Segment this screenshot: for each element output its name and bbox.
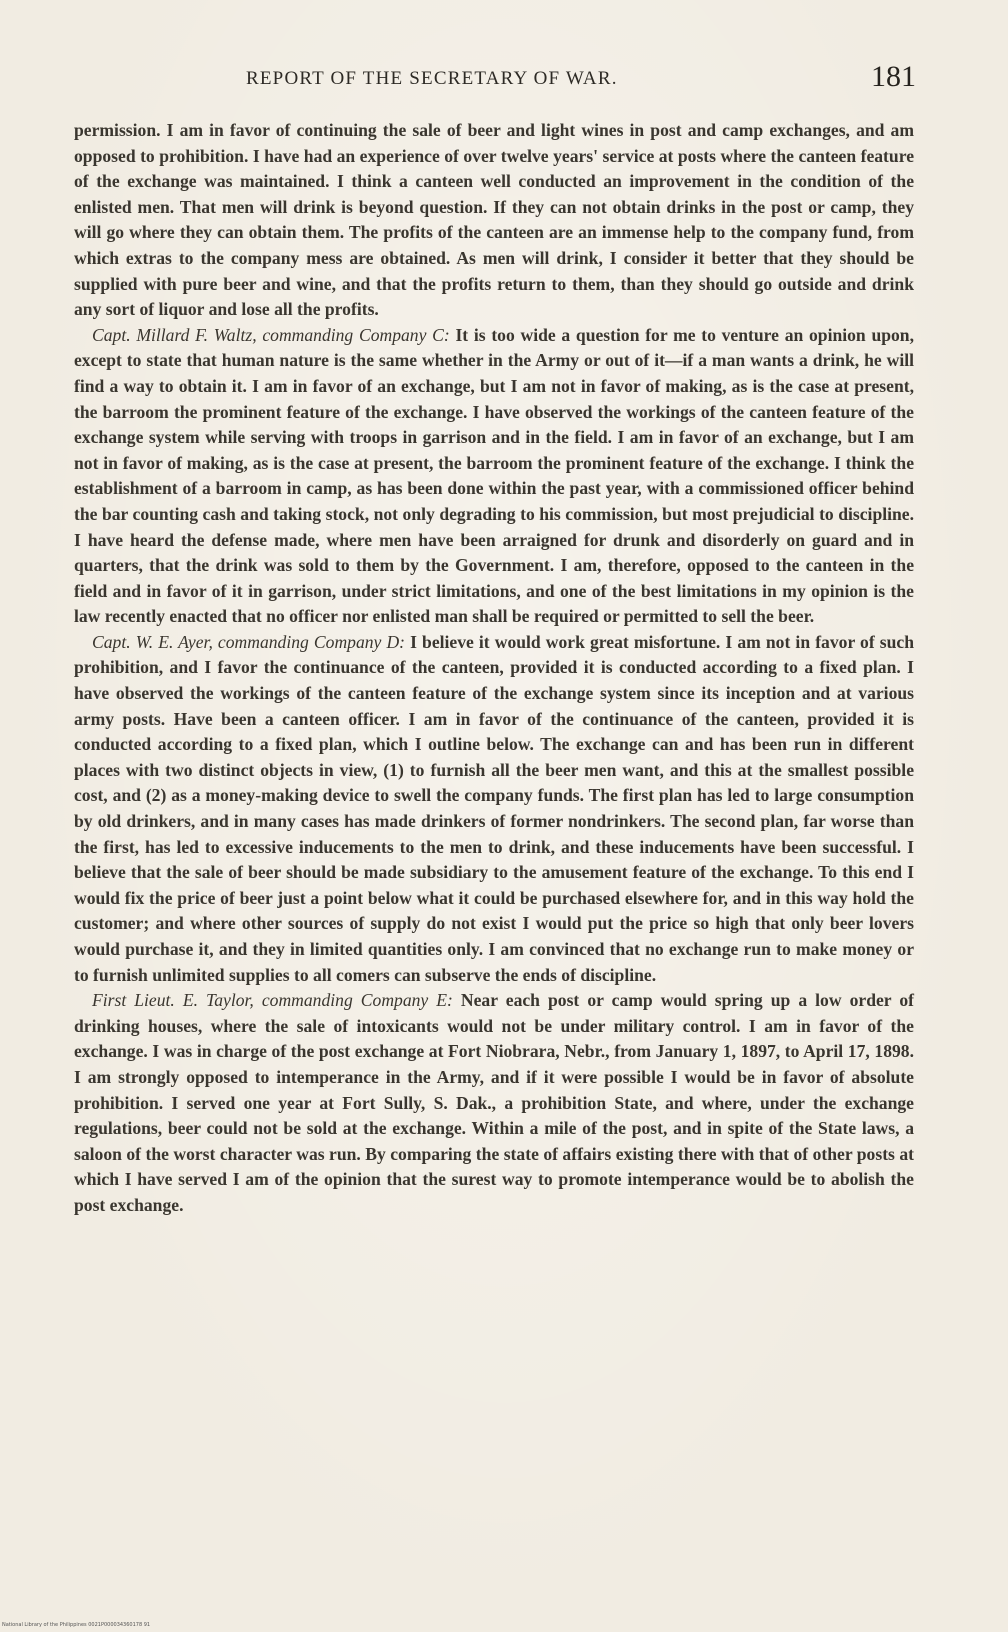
speaker-name: First Lieut. E. Taylor, commanding Company E: (92, 990, 453, 1011)
paragraph (74, 323, 914, 630)
paragraph-text: I believe it would work great misfortune. I am not in favor of such prohibition, and I favor the continuance of the canteen, provided it is conducted according to a fixed plan. I have observed the workings of the canteen feature of the exchange system since its inception and at various army posts. Have been a canteen officer. I am in favor of the continuance of the canteen, provided it is conducted according to a fixed plan, which I outline below. The exchange can and has been run in different places with two distinct objects in view, (1) to furnish all the beer men want, and this at the smallest possible cost, and (2) as a money-making device to swell the company funds. The first plan has led to large consumption by old drinkers, and in many cases has made drinkers of former nondrinkers. The second plan, far worse than the first, has led to excessive inducements to the men to drink, and these inducements have been successful. I believe that the sale of beer should be made subsidiary to the amusement feature of the exchange. To this end I would fix the price of beer just a point below what it could be purchased elsewhere for, and in this way hold the customer; and where other sources of supply do not exist I would put the price so high that only beer lovers would purchase it, and they in limited quantities only. I am convinced that no exchange run to make money or to furnish unlimited supplies to all comers can subserve the ends of discipline. (74, 631, 914, 985)
paragraph-text: permission. I am in favor of continuing the sale of beer and light wines in post and camp exchanges, and am opposed to prohibition. I have had an experience of over twelve years' service at posts where the canteen feature of the exchange was maintained. I think a canteen well conducted an improvement in the condition of the enlisted men. That men will drink is beyond question. If they can not obtain drinks in the post or camp, they will go where they can obtain them. The profits of the canteen are an immense help to the company fund, from which extras to the company mess are obtained. As men will drink, I consider it better that they should be supplied with pure beer and wine, and that the profits return to them, than they should go outside and drink any sort of liquor and lose all the profits. (74, 120, 914, 320)
paragraph-text: It is too wide a question for me to venture an opinion upon, except to state that human nature is the same whether in the Army or out of it—if a man wants a drink, he will find a way to obtain it. I am in favor of an exchange, but I am not in favor of making, as is the case at present, the barroom the prominent feature of the exchange. I have observed the workings of the canteen feature of the exchange system while serving with troops in garrison and in the field. I am in favor of an exchange, but I am not in favor of making, as is the case at present, the barroom the prominent feature of the exchange. I think the establishment of a barroom in camp, as has been done within the past year, with a commissioned officer behind the bar counting cash and taking stock, not only degrading to his commission, but most prejudicial to discipline. I have heard the defense made, where men have been arraigned for drunk and disorderly on guard and in quarters, that the drink was sold to them by the Government. I am, therefore, opposed to the canteen in the field and in favor of it in garrison, under strict limitations, and one of the best limitations in my opinion is the law recently enacted that no officer nor enlisted man shall be required or permitted to sell the beer. (74, 324, 914, 627)
paragraph-text: Near each post or camp would spring up a low order of drinking houses, where the sale of intoxicants would not be under military control. I am in favor of the exchange. I was in charge of the post exchange at Fort Niobrara, Nebr., from January 1, 1897, to April 17, 1898. I am strongly opposed to intemperance in the Army, and if it were possible I would be in favor of absolute prohibition. I served one year at Fort Sully, S. Dak., a prohibition State, and where, under the exchange regulations, beer could not be sold at the exchange. Within a mile of the post, and in spite of the State laws, a saloon of the worst character was run. By comparing the state of affairs existing there with that of other posts at which I have served I am of the opinion that the surest way to promote intemperance would be to abolish the post exchange. (74, 990, 914, 1215)
paragraph (74, 988, 914, 1218)
speaker-name: Capt. Millard F. Waltz, commanding Company C: (92, 324, 450, 345)
speaker-name: Capt. W. E. Ayer, commanding Company D: (92, 631, 406, 652)
scan-identifier: National Library of the Philippines 0021P000034360178 91 (2, 1622, 151, 1628)
page-header (76, 62, 916, 102)
page-number: 181 (871, 60, 916, 93)
paragraph (74, 118, 914, 323)
running-title: REPORT OF THE SECRETARY OF WAR. (246, 68, 618, 89)
body-text (74, 118, 914, 1219)
paragraph (74, 630, 914, 988)
